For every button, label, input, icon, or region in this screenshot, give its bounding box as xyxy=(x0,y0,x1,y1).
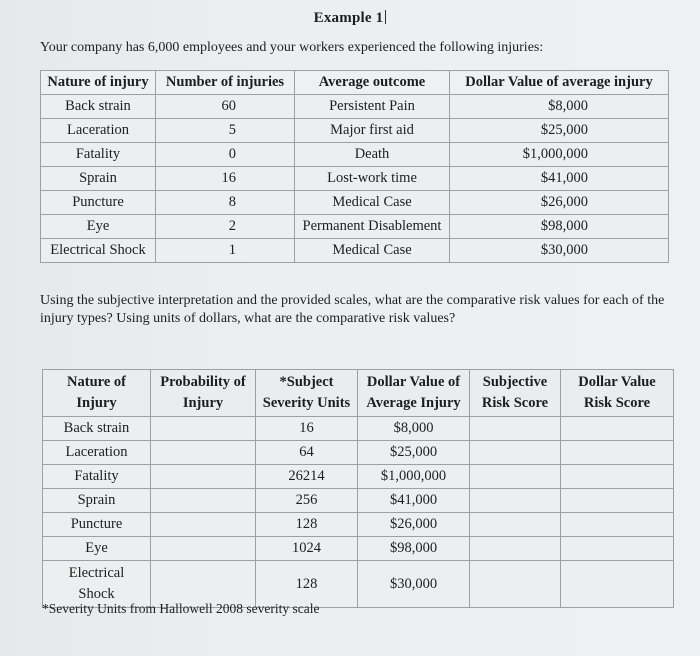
cell-count: 60 xyxy=(156,95,295,119)
cell-dollar-risk[interactable] xyxy=(561,465,674,489)
cell-severity: 1024 xyxy=(256,537,358,561)
question-text: Using the subjective interpretation and the provided scales, what are the comparative risk values for each of the injury types? Using units of dollars, what are the comparative risk values? xyxy=(40,293,665,326)
cell-injury: Electrical Shock xyxy=(43,561,151,608)
cell-dollar: $41,000 xyxy=(450,167,669,191)
cell-count: 16 xyxy=(156,167,295,191)
cell-injury: Puncture xyxy=(41,191,156,215)
header-severity-units: *Subject Severity Units xyxy=(256,370,358,417)
cell-subjective-risk[interactable] xyxy=(470,561,561,608)
header-dollar-value: Dollar Value of average injury xyxy=(450,71,669,95)
header-subjective-risk: Subjective Risk Score xyxy=(470,370,561,417)
cell-dollar-risk[interactable] xyxy=(561,561,674,608)
cell-outcome: Death xyxy=(295,143,450,167)
cell-dollar: $30,000 xyxy=(450,239,669,263)
cell-probability[interactable] xyxy=(151,489,256,513)
footnote: *Severity Units from Hallowell 2008 severity scale xyxy=(42,601,320,616)
header-average-outcome: Average outcome xyxy=(295,71,450,95)
cell-subjective-risk[interactable] xyxy=(470,417,561,441)
cell-severity: 26214 xyxy=(256,465,358,489)
cell-probability[interactable] xyxy=(151,537,256,561)
table-row xyxy=(41,95,669,119)
cell-injury: Sprain xyxy=(43,489,151,513)
cell-injury: Back strain xyxy=(41,95,156,119)
cell-injury: Back strain xyxy=(43,417,151,441)
table-row xyxy=(43,489,674,513)
cell-dollar-risk[interactable] xyxy=(561,489,674,513)
table-header-row xyxy=(41,71,669,95)
cell-injury: Puncture xyxy=(43,513,151,537)
cell-injury: Eye xyxy=(41,215,156,239)
table-row xyxy=(41,239,669,263)
cell-dollar: $41,000 xyxy=(358,489,470,513)
table-row xyxy=(41,119,669,143)
table-row xyxy=(41,143,669,167)
cell-count: 8 xyxy=(156,191,295,215)
cell-subjective-risk[interactable] xyxy=(470,537,561,561)
cell-probability[interactable] xyxy=(151,465,256,489)
cell-count: 1 xyxy=(156,239,295,263)
table-row xyxy=(41,191,669,215)
cell-outcome: Medical Case xyxy=(295,239,450,263)
injury-table xyxy=(40,70,669,263)
cell-dollar: $25,000 xyxy=(450,119,669,143)
cell-dollar: $30,000 xyxy=(358,561,470,608)
cell-count: 2 xyxy=(156,215,295,239)
cell-dollar: $1,000,000 xyxy=(450,143,669,167)
table-row xyxy=(43,537,674,561)
cell-subjective-risk[interactable] xyxy=(470,513,561,537)
cell-severity: 128 xyxy=(256,513,358,537)
table-row xyxy=(41,215,669,239)
cell-outcome: Major first aid xyxy=(295,119,450,143)
cell-dollar: $26,000 xyxy=(450,191,669,215)
header-dollar-value: Dollar Value of Average Injury xyxy=(358,370,470,417)
cell-severity: 64 xyxy=(256,441,358,465)
table-row xyxy=(43,441,674,465)
header-dollar-risk: Dollar Value Risk Score xyxy=(561,370,674,417)
cell-dollar: $25,000 xyxy=(358,441,470,465)
cell-severity: 256 xyxy=(256,489,358,513)
cell-dollar: $98,000 xyxy=(358,537,470,561)
text-cursor xyxy=(385,10,386,24)
cell-subjective-risk[interactable] xyxy=(470,489,561,513)
cell-severity: 16 xyxy=(256,417,358,441)
header-nature-of-injury: Nature of Injury xyxy=(43,370,151,417)
cell-outcome: Persistent Pain xyxy=(295,95,450,119)
table-header-row xyxy=(43,370,674,417)
cell-injury: Eye xyxy=(43,537,151,561)
cell-subjective-risk[interactable] xyxy=(470,465,561,489)
table-row xyxy=(41,167,669,191)
cell-dollar: $26,000 xyxy=(358,513,470,537)
cell-count: 5 xyxy=(156,119,295,143)
cell-subjective-risk[interactable] xyxy=(470,441,561,465)
cell-severity: 128 xyxy=(256,561,358,608)
cell-outcome: Lost-work time xyxy=(295,167,450,191)
cell-injury: Laceration xyxy=(43,441,151,465)
intro-text: Your company has 6,000 employees and your workers experienced the following injuries: xyxy=(40,40,544,55)
table-row xyxy=(43,417,674,441)
cell-dollar-risk[interactable] xyxy=(561,441,674,465)
cell-injury: Fatality xyxy=(43,465,151,489)
cell-injury: Sprain xyxy=(41,167,156,191)
cell-probability[interactable] xyxy=(151,441,256,465)
cell-injury: Fatality xyxy=(41,143,156,167)
cell-probability[interactable] xyxy=(151,417,256,441)
header-probability: Probability of Injury xyxy=(151,370,256,417)
cell-dollar: $1,000,000 xyxy=(358,465,470,489)
cell-injury: Electrical Shock xyxy=(41,239,156,263)
header-nature-of-injury: Nature of injury xyxy=(41,71,156,95)
cell-outcome: Permanent Disablement xyxy=(295,215,450,239)
cell-outcome: Medical Case xyxy=(295,191,450,215)
page-title: Example 1 xyxy=(0,10,700,27)
risk-score-table xyxy=(42,369,674,608)
cell-count: 0 xyxy=(156,143,295,167)
cell-dollar: $8,000 xyxy=(358,417,470,441)
cell-dollar-risk[interactable] xyxy=(561,513,674,537)
table-row xyxy=(43,513,674,537)
cell-probability[interactable] xyxy=(151,513,256,537)
header-number-of-injuries: Number of injuries xyxy=(156,71,295,95)
cell-dollar: $98,000 xyxy=(450,215,669,239)
cell-dollar-risk[interactable] xyxy=(561,537,674,561)
cell-dollar: $8,000 xyxy=(450,95,669,119)
cell-injury: Laceration xyxy=(41,119,156,143)
table-row xyxy=(43,465,674,489)
cell-dollar-risk[interactable] xyxy=(561,417,674,441)
